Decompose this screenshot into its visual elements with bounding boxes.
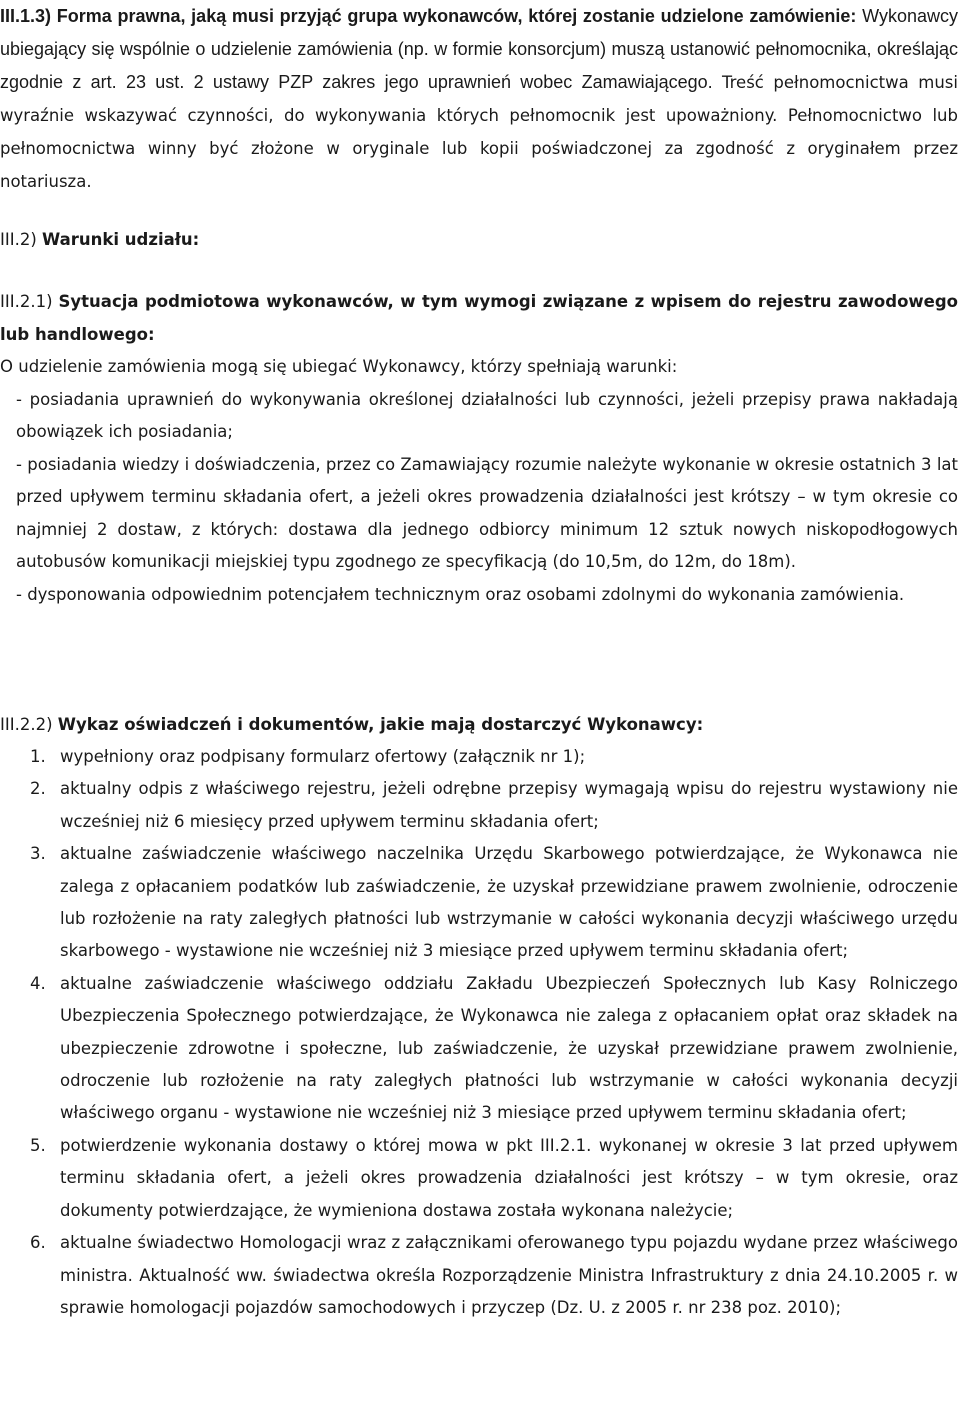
section-iii-2-1-intro: O udzielenie zamówienia mogą się ubiegać Wykonawcy, którzy spełniają warunki:	[0, 357, 678, 376]
documents-list-item	[0, 838, 958, 968]
condition-item: - posiadania wiedzy i doświadczenia, przez co Zamawiający rozumie należyte wykonanie w okresie ostatnich 3 lat przed upływem terminu składania ofert, a jeżeli okres prowadzenia działalności jest krótszy – w tym okresie co najmniej 2 dostaw, z których: dostawa dla jednego odbiorcy minimum 12 sztuk nowych niskopodłogowych autobusów komunikacji miejskiej typu zgodnego ze specyfikacją (do 10,5m, do 12m, do 18m).	[16, 454, 958, 571]
section-iii-2-1-number: III.2.1)	[0, 292, 53, 311]
section-iii-2-2-heading	[0, 708, 703, 741]
section-iii-2-number: III.2)	[0, 230, 37, 249]
section-iii-2-2-number: III.2.2)	[0, 715, 53, 734]
item-number: 4.	[30, 973, 46, 993]
documents-list-item	[0, 968, 958, 1130]
section-iii-1-3-text-a: Wykonawcy ubiegający się wspólnie o udzielenie zamówienia (np. w formie konsorcjum) muszą ustanowić pełnomocnika, określając zgodnie z art. 23 ust. 2 ustawy PZP zakres jego uprawnień wobec Zamawiającego.	[0, 6, 958, 92]
item-number: 1.	[30, 747, 46, 766]
documents-list-item	[0, 1130, 958, 1227]
section-iii-1-3-heading: III.1.3) Forma prawna, jaką musi przyjąć grupa wykonawców, której zostanie udzielone zamówienie:	[0, 6, 857, 26]
item-text: aktualne zaświadczenie właściwego oddziału Zakładu Ubezpieczeń Społecznych lub Kasy Rolniczego Ubezpieczenia Społecznego potwierdzające, że Wykonawca nie zalega z opłacaniem opłat oraz składek na ubezpieczenie zdrowotne i społeczne, lub zaświadczenie, że uzyskał przewidziane prawem zwolnienie, odroczenie lub rozłożenie na raty zaległych płatności lub wstrzymanie w całości wykonania decyzji właściwego organu - wystawione nie wcześniej niż 3 miesiące przed upływem terminu składania ofert;	[60, 973, 958, 1123]
item-text: aktualny odpis z właściwego rejestru, jeżeli odrębne przepisy wymagają wpisu do rejestru wystawiony nie wcześniej niż 6 miesięcy przed upływem terminu składania ofert;	[60, 779, 958, 831]
item-text: potwierdzenie wykonania dostawy o której mowa w pkt III.2.1. wykonanej w okresie 3 lat przed upływem terminu składania ofert, a jeżeli okres prowadzenia działalności jest krótszy – w tym okresie, oraz dokumenty potwierdzające, że wymieniona dostawa została wykonana należycie;	[60, 1135, 958, 1220]
section-iii-2-1-title: Sytuacja podmiotowa wykonawców, w tym wymogi związane z wpisem do rejestru zawodowego lub handlowego:	[0, 292, 958, 344]
item-number: 2.	[30, 779, 46, 799]
section-iii-2-heading	[0, 223, 199, 256]
section-iii-2-title: Warunki udziału:	[42, 230, 200, 249]
condition-item: - posiadania uprawnień do wykonywania określonej działalności lub czynności, jeżeli przepisy prawa nakładają obowiązek ich posiadania;	[16, 389, 958, 441]
item-number: 6.	[30, 1233, 46, 1253]
documents-list	[0, 741, 958, 1324]
item-text: aktualne świadectwo Homologacji wraz z załącznikami oferowanego typu pojazdu wydane przez właściwego ministra. Aktualność ww. świadectwa określa Rozporządzenie Ministra Infrastruktury z dnia 24.10.2005 r. w sprawie homologacji pojazdów samochodowych i przyczep (Dz. U. z 2005 r. nr 238 poz. 2010);	[60, 1233, 958, 1317]
documents-list-item	[0, 773, 958, 838]
section-iii-2-2-title: Wykaz oświadczeń i dokumentów, jakie mają dostarczyć Wykonawcy:	[57, 715, 704, 734]
item-text: wypełniony oraz podpisany formularz ofertowy (załącznik nr 1);	[60, 747, 586, 766]
item-text: aktualne zaświadczenie właściwego naczelnika Urzędu Skarbowego potwierdzające, że Wykonawca nie zalega z opłacaniem podatków lub zaświadczenie, że uzyskał przewidziane prawem zwolnienie, odroczenie lub rozłożenie na raty zaległych płatności lub wstrzymanie w całości wykonania decyzji właściwego urzędu skarbowego - wystawione nie wcześniej niż 3 miesiące przed upływem terminu składania ofert;	[60, 844, 958, 961]
documents-list-item	[0, 741, 958, 773]
item-number: 3.	[30, 844, 46, 864]
section-iii-1-3-text-b: Treść pełnomocnictwa musi wyraźnie wskazywać czynności, do wykonywania których pełnomocnik jest upoważniony. Pełnomocnictwo lub pełnomocnictwa winny być złożone w oryginale lub kopii poświadczonej za zgodność z oryginałem przez notariusza.	[0, 73, 958, 191]
documents-list-item	[0, 1227, 958, 1324]
condition-item: - dysponowania odpowiednim potencjałem technicznym oraz osobami zdolnymi do wykonania zamówienia.	[16, 584, 905, 604]
section-iii-2-1	[0, 286, 958, 611]
section-iii-1-3	[0, 0, 958, 198]
item-number: 5.	[30, 1135, 46, 1155]
